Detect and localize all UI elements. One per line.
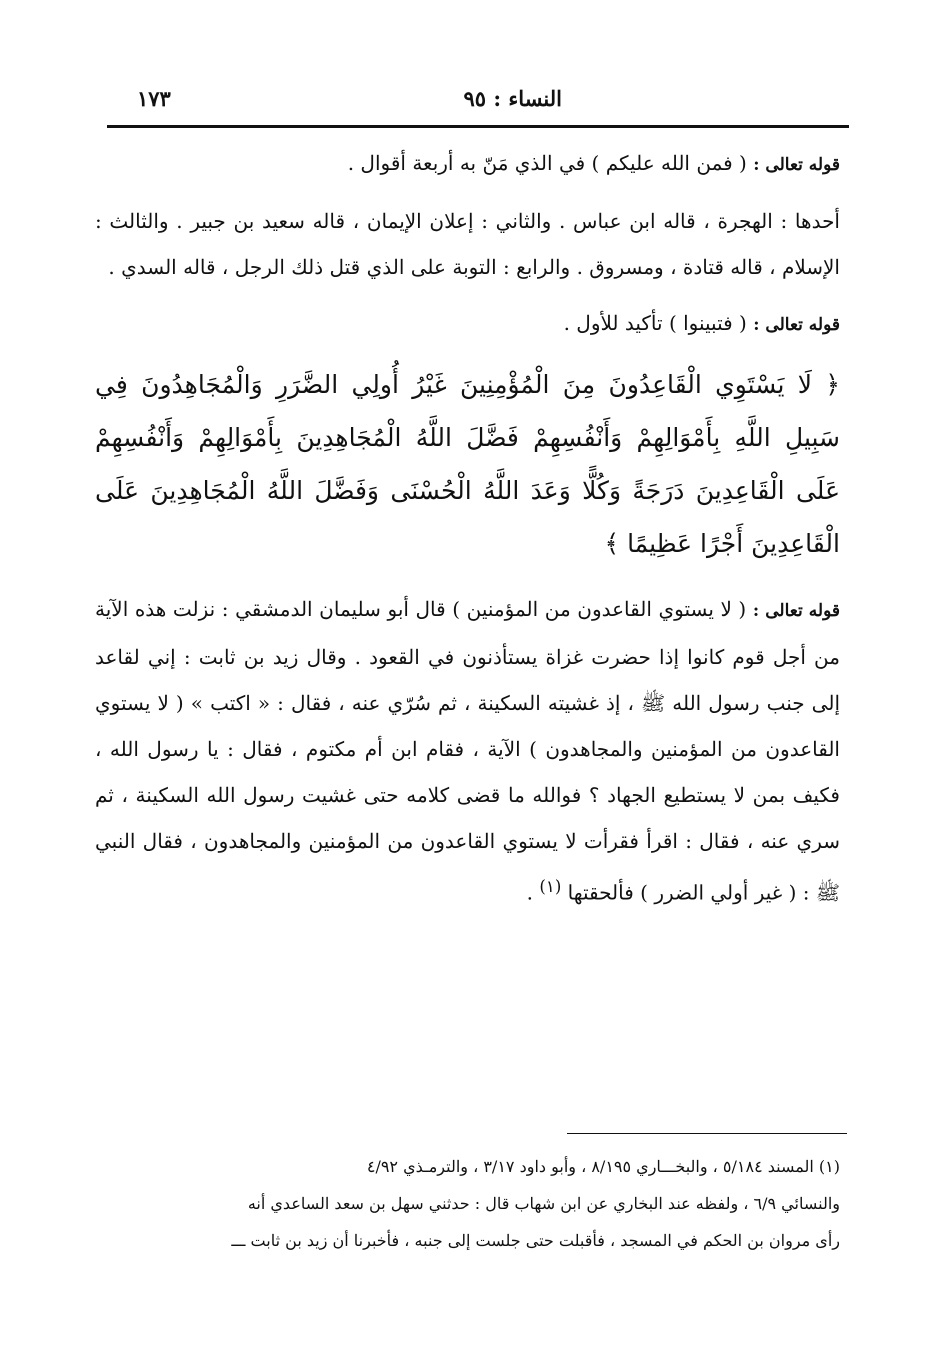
paragraph-1: [95, 140, 840, 188]
footnote-line: رأى مروان بن الحكم في المسجد ، فأقبلت حتى جلست إلى جنبه ، فأخبرنا أن زيد بن ثابت ـــ: [231, 1231, 840, 1250]
paragraph-4: [95, 586, 840, 916]
footnote-line: والنسائي ٦/٩ ، ولفظه عند البخاري عن ابن شهاب قال : حدثني سهل بن سعد الساعدي أنه: [247, 1194, 840, 1213]
footnotes: [95, 1148, 840, 1259]
paragraph-text: ( فمن الله عليكم ) في الذي مَنّ به أربعة أقوال .: [347, 151, 747, 175]
surah-verse-label: النساء : ٩٥: [463, 86, 562, 111]
paragraph-3: [95, 300, 840, 348]
quran-verse: ﴿ لَا يَسْتَوِي الْقَاعِدُونَ مِنَ الْمُؤْمِنِينَ غَيْرُ أُولِي الضَّرَرِ وَالْمُجَاهِدُونَ فِي سَبِيلِ اللَّهِ بِأَمْوَالِهِمْ وَأَنْفُسِهِمْ فَضَّلَ اللَّهُ الْمُجَاهِدِينَ بِأَمْوَالِهِمْ وَأَنْفُسِهِمْ عَلَى الْقَاعِدِينَ دَرَجَةً وَكُلًّا وَعَدَ اللَّهُ الْحُسْنَى وَفَضَّلَ اللَّهُ الْمُجَاهِدِينَ عَلَى الْقَاعِدِينَ أَجْرًا عَظِيمًا ﴾: [95, 370, 840, 558]
spacer: [95, 570, 840, 586]
main-text: [95, 140, 840, 916]
header-divider: [107, 125, 849, 128]
keyword-label: قوله تعالى :: [753, 155, 840, 175]
keyword-label: قوله تعالى :: [752, 601, 841, 621]
paragraph-text: ( لا يستوي القاعدون من المؤمنين ) قال أبو سليمان الدمشقي : نزلت هذه الآية من أجل قوم كانوا إذا حضرت غزاة يستأذنون في القعود . وقال زيد بن ثابت : إني لقاعد إلى جنب رسول الله ﷺ ، إذ غشيته السكينة ، ثم سُرّي عنه ، فقال : « اكتب » ( لا يستوي القاعدون من المؤمنين والمجاهدون ) الآية ، فقام ابن أم مكتوم ، فقال : يا رسول الله ، فكيف بمن لا يستطيع الجهاد ؟ فوالله ما قضى كلامه حتى غشيت رسول الله السكينة ، ثم سري عنه ، فقال : اقرأ فقرأت لا يستوي القاعدون من المؤمنين والمجاهدون ، فقال النبي ﷺ : ( غير أولي الضرر ) فألحقتها: [95, 597, 840, 905]
paragraph-2: أحدها : الهجرة ، قاله ابن عباس . والثاني : إعلان الإيمان ، قاله سعيد بن جبير . والثالث : الإسلام ، قاله قتادة ، ومسروق . والرابع : التوبة على الذي قتل ذلك الرجل ، قاله السدي .: [95, 209, 840, 279]
footnote-reference: (١): [539, 877, 562, 896]
spacer: [95, 348, 840, 358]
paragraph-end: .: [526, 880, 540, 905]
page-header: [107, 82, 847, 122]
footnote-line: (١) المسند ٥/١٨٤ ، والبخـــاري ٨/١٩٥ ، وأبو داود ٣/١٧ ، والترمـذي ٤/٩٢: [366, 1157, 840, 1176]
page-number: ١٧٣: [137, 86, 171, 111]
spacer: [95, 290, 840, 300]
footnote-divider: [567, 1133, 847, 1134]
paragraph-text: ( فتبينوا ) تأكيد للأول .: [563, 311, 747, 335]
spacer: [95, 188, 840, 198]
keyword-label: قوله تعالى :: [753, 315, 840, 335]
